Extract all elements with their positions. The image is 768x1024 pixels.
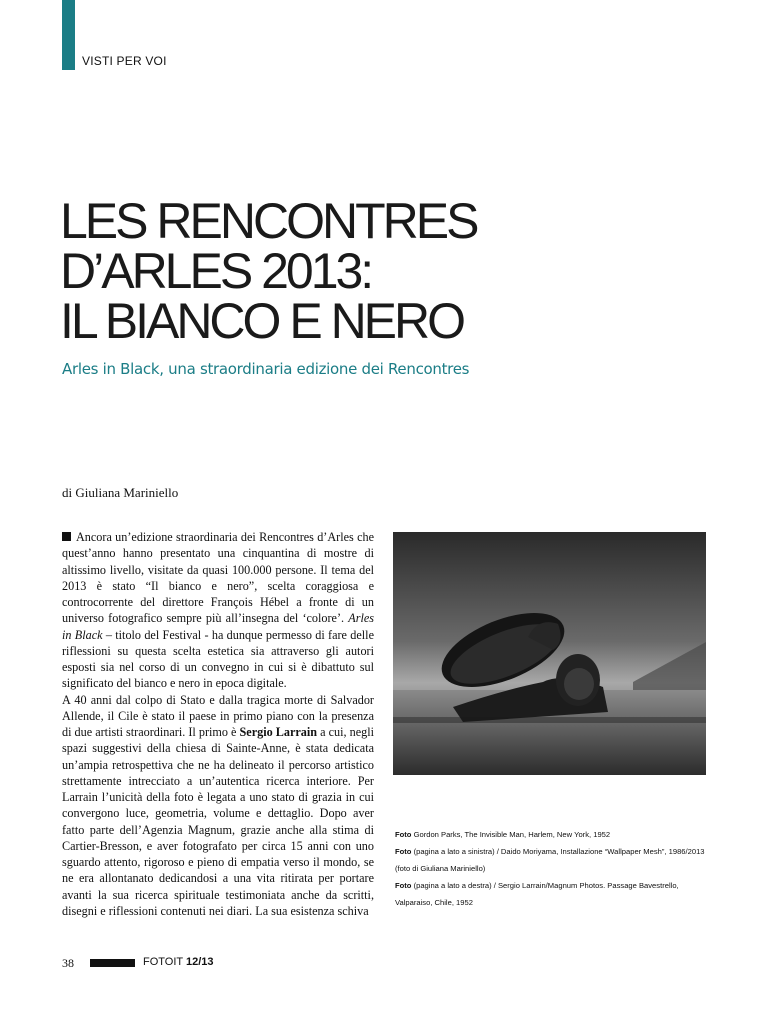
- caption-3-label: Foto: [395, 881, 412, 890]
- byline: di Giuliana Mariniello: [62, 485, 179, 500]
- footer-black-bar: [90, 959, 135, 967]
- article-body: [62, 529, 374, 919]
- paragraph-2-text-b: a cui, negli spazi suggestivi della chiesa di Sainte-Anne, è stata dedicata un’ampia retrospettiva che ne ha delineato il percorso artistico strettamente intrecciato a un’autentica ricerca interiore. Per Larrain l’unicità della foto è legata a uno stato di grazia in cui convergono luce, geometria, volume e dettaglio. Dopo aver fatto parte dell’Agenzia Magnum, grazie anche alla stima di Cartier-Bresson, e aver fotografato per circa 15 anni con uno sguardo attento, rigoroso e pieno di empatia verso il mondo, se ne era allontanato dedicandosi a una vita ritirata per portare avanti la sua ricerca spirituale testimoniata anche da scritti, disegni e riflessioni contenuti nei diari. La sua esistenza schiva: [62, 725, 374, 918]
- caption-2-label: Foto: [395, 847, 412, 856]
- paragraph-1-text-a: Ancora un’edizione straordinaria dei Rencontres d’Arles che quest’anno hanno presentato una cinquantina di mostre di altissimo livello, visitate da quasi 100.000 persone. Il tema del 2013 è stato “Il bianco e nero”, scelta coraggiosa e controcorrente del direttore François Hébel a fronte di un universo fotografico sempre più all’insegna del ‘colore’.: [62, 530, 374, 626]
- festival-title-italic: Arles in Black: [62, 611, 374, 642]
- section-color-bar: [62, 0, 75, 70]
- article-subtitle: Arles in Black, una straordinaria edizione dei Rencontres: [62, 360, 470, 378]
- paragraph-start-square-icon: [62, 532, 71, 541]
- title-line-1: LES RENCONTRES: [60, 193, 477, 249]
- caption-2-text: (pagina a lato a sinistra) / Daido Moriyama, Installazione “Wallpaper Mesh”, 1986/2013 (foto di Giuliana Mariniello): [395, 847, 705, 873]
- photo-illustration: [393, 532, 706, 775]
- paragraph-2: [62, 692, 374, 920]
- caption-2: [395, 843, 711, 877]
- section-label: VISTI PER VOI: [82, 54, 167, 68]
- title-line-2: D’ARLES 2013:: [60, 243, 372, 299]
- photo-captions: [395, 826, 711, 911]
- article-title: [60, 193, 477, 349]
- caption-3: [395, 877, 711, 911]
- paragraph-2-text-a: A 40 anni dal colpo di Stato e dalla tragica morte di Salvador Allende, il Cile è stato il paese in primo piano con la presenza di due artisti straordinari. Il primo è: [62, 692, 374, 739]
- magazine-name: FOTOIT: [143, 956, 183, 968]
- paragraph-1: [62, 529, 374, 692]
- caption-1-text: Gordon Parks, The Invisible Man, Harlem, New York, 1952: [411, 830, 611, 839]
- caption-3-text: (pagina a lato a destra) / Sergio Larrain/Magnum Photos. Passage Bavestrello, Valparaiso, Chile, 1952: [395, 881, 679, 907]
- artist-name-bold: Sergio Larrain: [239, 725, 318, 739]
- paragraph-1-text-b: – titolo del Festival - ha dunque permesso di fare delle riflessioni su questa scelta estetica sia attraverso gli autori esposti sia nel corso di un convegno in cui si è dibattuto sul significato del bianco e nero in epoca digitale.: [62, 627, 374, 691]
- issue-number: 12/13: [186, 956, 214, 968]
- footer-magazine: [143, 956, 214, 968]
- article-photo: [393, 532, 706, 775]
- page-number: 38: [62, 956, 74, 970]
- caption-1-label: Foto: [395, 830, 412, 839]
- caption-1: [395, 826, 711, 843]
- title-line-3: IL BIANCO E NERO: [60, 293, 464, 349]
